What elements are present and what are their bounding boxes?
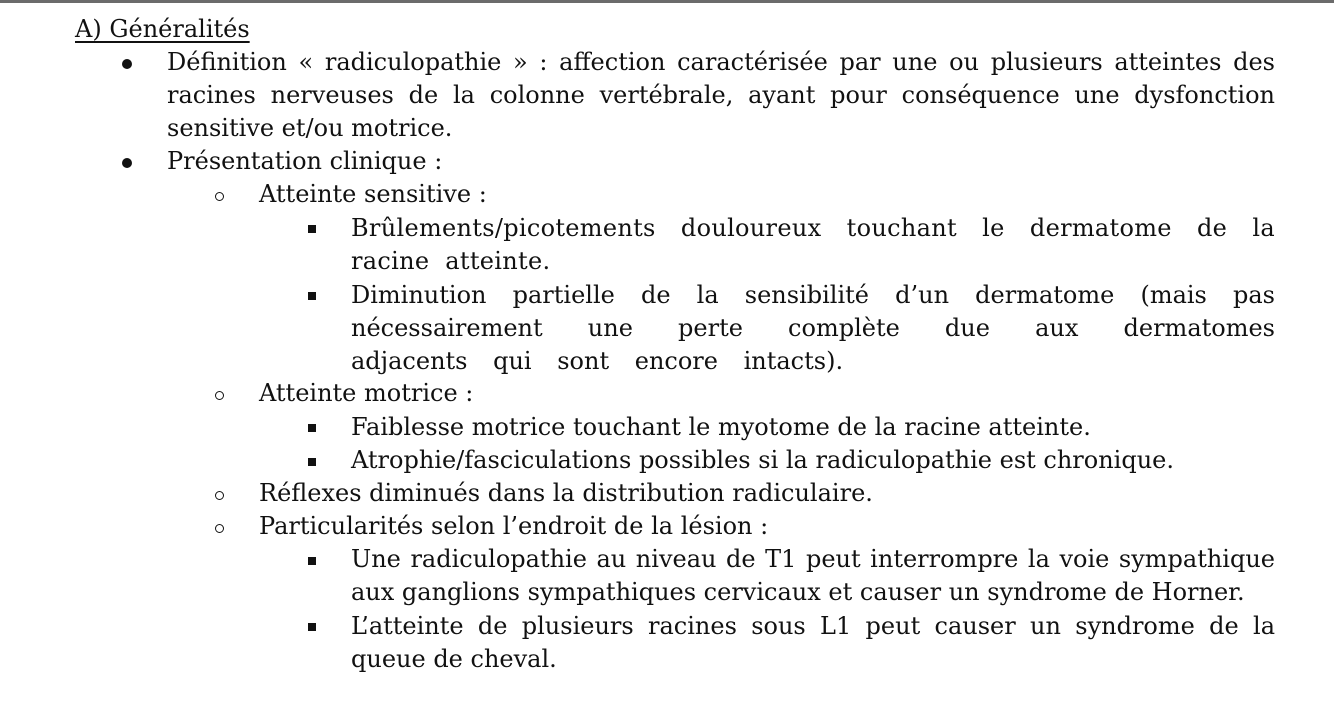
section-heading: A) Généralités <box>75 15 250 43</box>
bullet-square-icon <box>308 225 316 233</box>
bullet-disc-icon <box>122 158 132 168</box>
bullet-disc-icon <box>122 59 132 69</box>
list-item-weakness: Faiblesse motrice touchant le myotome de la racine atteinte. <box>351 413 1091 441</box>
bullet-circle-icon <box>215 192 224 201</box>
bullet-square-icon <box>308 424 316 432</box>
list-item-cauda-equina: L’atteinte de plusieurs racines sous L1 peut causer un syndrome de la queue de cheval. <box>351 612 1275 673</box>
list-item-decrease: Diminution partielle de la sensibilité d’un dermatome (mais pas nécessairement une perte complète due aux dermatomes adjacents qui sont encore intacts). <box>351 281 1275 375</box>
list-item-atrophy: Atrophie/fasciculations possibles si la radiculopathie est chronique. <box>351 446 1175 474</box>
bullet-circle-icon <box>215 524 224 533</box>
list-item-motor: Atteinte motrice : <box>259 379 474 407</box>
list-item-definition: Définition « radiculopathie » : affection caractérisée par une ou plusieurs atteintes des racines nerveuses de la colonne vertébrale, ayant pour conséquence une dysfonction sensitive et/ou motrice. <box>167 48 1275 142</box>
list-item-particularities: Particularités selon l’endroit de la lésion : <box>259 512 769 540</box>
list-item-horner: Une radiculopathie au niveau de T1 peut interrompre la voie sympathique aux ganglions sympathiques cervicaux et causer un syndrome de Horner. <box>351 545 1275 606</box>
bullet-circle-icon <box>215 491 224 500</box>
bullet-square-icon <box>308 458 316 466</box>
list-item-reflexes: Réflexes diminués dans la distribution radiculaire. <box>259 479 873 507</box>
list-item-sensory: Atteinte sensitive : <box>259 180 487 208</box>
bullet-square-icon <box>308 623 316 631</box>
bullet-circle-icon <box>215 391 224 400</box>
list-item-presentation: Présentation clinique : <box>167 147 443 175</box>
bullet-square-icon <box>308 557 316 565</box>
list-item-burning: Brûlements/picotements douloureux touchant le dermatome de la racine atteinte. <box>351 214 1275 275</box>
bullet-square-icon <box>308 292 316 300</box>
